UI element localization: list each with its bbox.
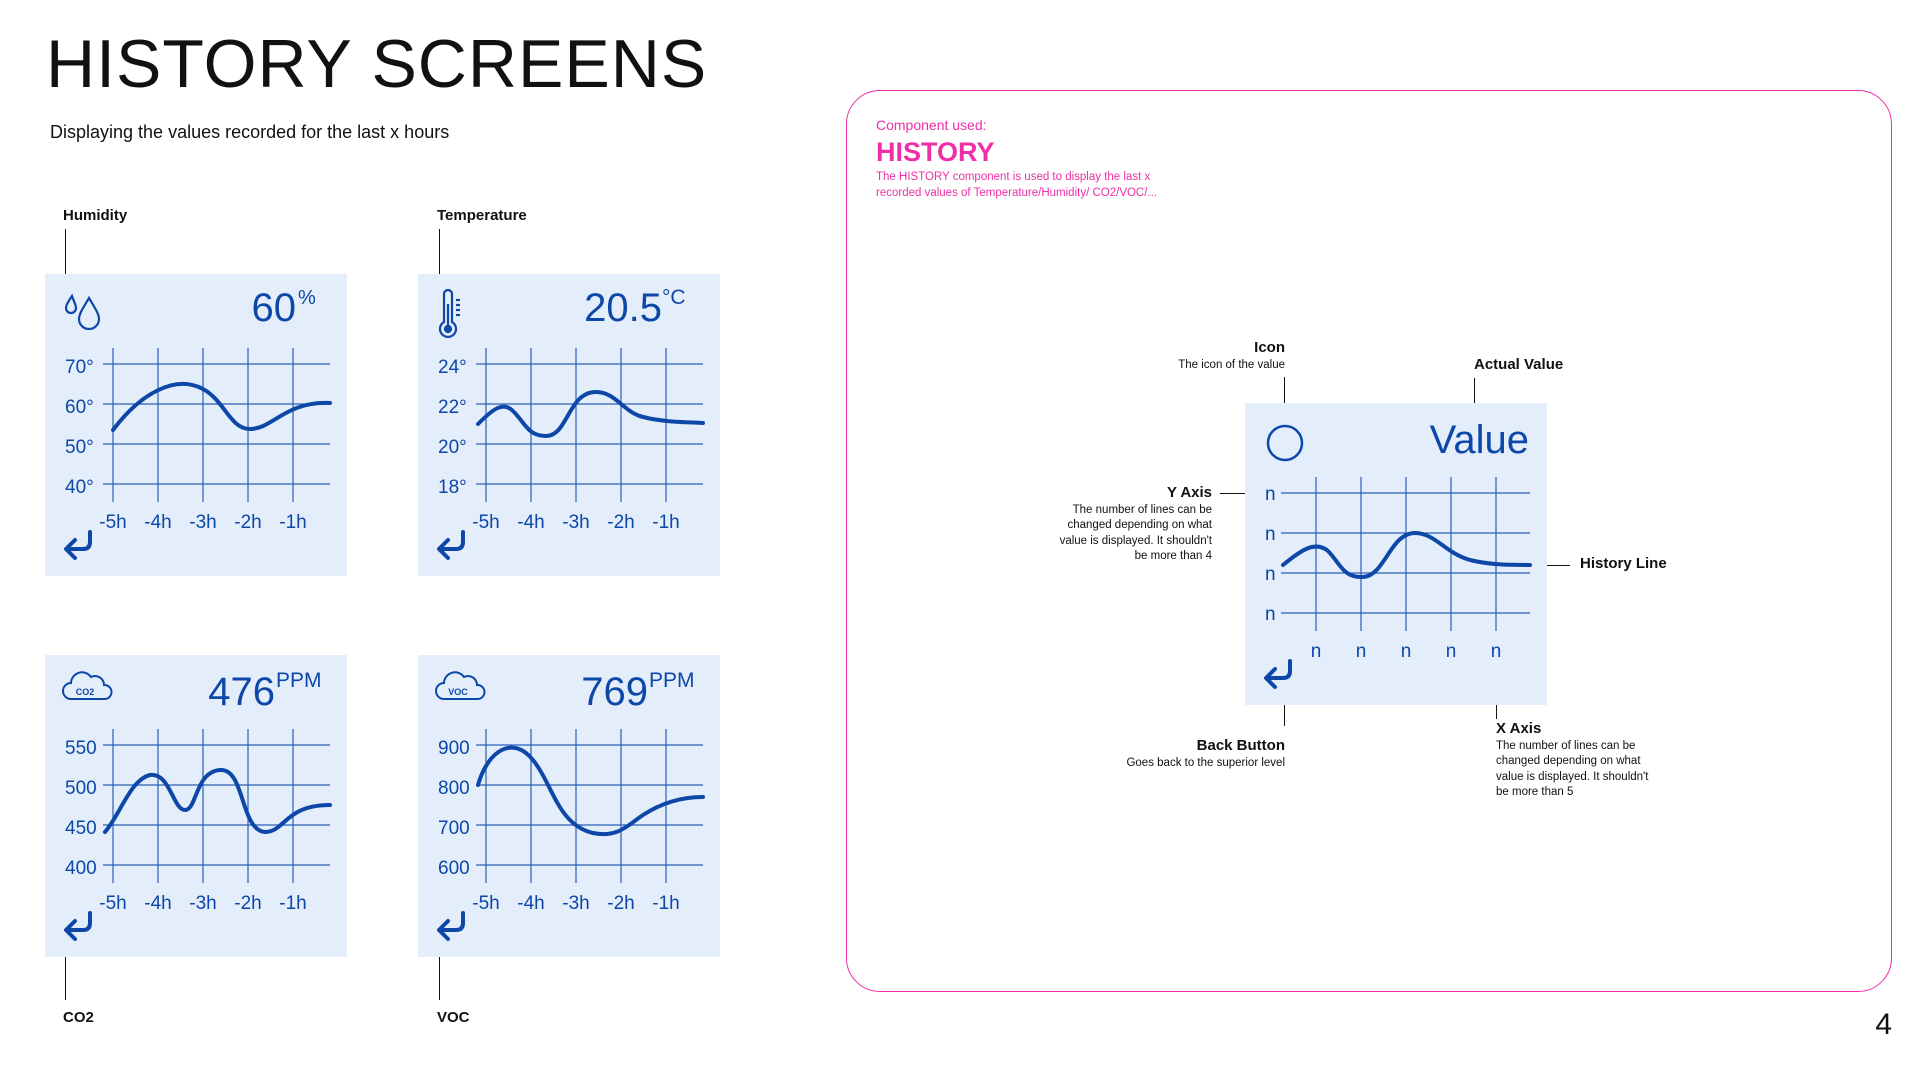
humidity-x-tick: -5h <box>99 512 127 533</box>
back-button-annotation-text: Goes back to the superior level <box>1126 757 1285 769</box>
temperature-label: Temperature <box>437 207 527 224</box>
svg-text:CO2: CO2 <box>75 687 95 697</box>
diagram-y-tick: n <box>1265 604 1276 625</box>
voc-grid <box>476 729 703 883</box>
co2-label: CO2 <box>63 1009 94 1026</box>
back-arrow-icon[interactable] <box>66 913 90 939</box>
temperature-unit: °C <box>662 286 686 309</box>
thermometer-icon <box>440 290 460 337</box>
y-axis-annotation-title: Y Axis <box>1166 484 1212 501</box>
back-arrow-icon[interactable] <box>439 913 463 939</box>
diagram-y-tick: n <box>1265 524 1276 545</box>
svg-text:VOC: VOC <box>448 687 468 697</box>
y-axis-annotation-text: The number of lines can be changed depending on what value is displayed. It shouldn't be more than 4 <box>1059 504 1212 562</box>
voc-y-tick: 900 <box>438 738 470 759</box>
humidity-x-tick: -2h <box>234 512 262 533</box>
diagram-y-tick: n <box>1265 564 1276 585</box>
humidity-x-tick: -4h <box>144 512 172 533</box>
page-subtitle: Displaying the values recorded for the last x hours <box>50 122 450 142</box>
humidity-x-tick: -3h <box>189 512 217 533</box>
voc-value: 769 <box>581 670 648 714</box>
co2-history-line <box>105 770 330 832</box>
co2-cloud-icon <box>63 672 112 699</box>
temperature-value: 20.5 <box>584 286 662 330</box>
diagram-x-tick: n <box>1490 641 1502 662</box>
diagram-x-tick: n <box>1400 641 1412 662</box>
voc-y-tick: 600 <box>438 858 470 879</box>
voc-x-tick: -4h <box>517 893 545 914</box>
generic-value-icon <box>1268 426 1302 460</box>
voc-cloud-icon <box>436 672 485 699</box>
history-component-diagram-card <box>1245 403 1547 705</box>
humidity-y-tick: 40° <box>65 477 94 498</box>
back-button-annotation-title: Back Button <box>1196 737 1285 754</box>
co2-grid <box>103 729 330 883</box>
x-axis-annotation-title: X Axis <box>1496 720 1542 737</box>
component-used-label: Component used: <box>876 117 987 133</box>
temperature-x-tick: -5h <box>472 512 500 533</box>
humidity-unit: % <box>298 287 316 309</box>
co2-x-tick: -1h <box>279 893 307 914</box>
voc-history-card <box>418 655 720 957</box>
voc-history-line <box>478 748 703 835</box>
voc-x-tick: -3h <box>562 893 590 914</box>
component-name: HISTORY <box>876 137 995 167</box>
diagram-x-tick: n <box>1310 641 1322 662</box>
voc-x-tick: -1h <box>652 893 680 914</box>
temperature-x-tick: -3h <box>562 512 590 533</box>
voc-x-tick: -2h <box>607 893 635 914</box>
humidity-y-tick: 70° <box>65 357 94 378</box>
diagram-y-tick: n <box>1265 484 1276 505</box>
humidity-droplets-icon <box>66 296 99 329</box>
x-axis-annotation-text: The number of lines can be changed depending on what value is displayed. It shouldn't be more than 5 <box>1496 740 1649 798</box>
humidity-y-tick: 50° <box>65 437 94 458</box>
humidity-history-card <box>45 274 347 576</box>
humidity-grid <box>103 348 330 502</box>
co2-x-tick: -3h <box>189 893 217 914</box>
temperature-x-tick: -2h <box>607 512 635 533</box>
back-arrow-icon[interactable] <box>66 532 90 558</box>
history-line-annotation-title: History Line <box>1580 555 1667 572</box>
co2-x-tick: -2h <box>234 893 262 914</box>
co2-y-tick: 550 <box>65 738 97 759</box>
component-description: The HISTORY component is used to display the last x recorded values of Temperature/Humidity/ CO2/VOC/... <box>876 171 1158 199</box>
back-arrow-icon[interactable] <box>1266 661 1290 687</box>
humidity-label: Humidity <box>63 207 128 224</box>
actual-value-annotation-title: Actual Value <box>1474 356 1564 373</box>
temperature-x-tick: -1h <box>652 512 680 533</box>
humidity-history-line <box>113 384 330 430</box>
co2-y-tick: 400 <box>65 858 97 879</box>
temperature-history-line <box>478 392 703 436</box>
co2-unit: PPM <box>276 669 322 692</box>
voc-y-tick: 800 <box>438 778 470 799</box>
icon-annotation-title: Icon <box>1254 339 1285 356</box>
co2-history-card <box>45 655 347 957</box>
icon-annotation-text: The icon of the value <box>1178 359 1285 371</box>
co2-y-tick: 500 <box>65 778 97 799</box>
back-arrow-icon[interactable] <box>439 532 463 558</box>
voc-x-tick: -5h <box>472 893 500 914</box>
humidity-value: 60 <box>251 286 296 330</box>
temperature-y-tick: 24° <box>438 357 467 378</box>
page-title: HISTORY SCREENS <box>46 26 708 102</box>
temperature-y-tick: 20° <box>438 437 467 458</box>
temperature-x-tick: -4h <box>517 512 545 533</box>
humidity-y-tick: 60° <box>65 397 94 418</box>
temperature-y-tick: 18° <box>438 477 467 498</box>
diagram-x-tick: n <box>1355 641 1367 662</box>
co2-y-tick: 450 <box>65 818 97 839</box>
humidity-x-tick: -1h <box>279 512 307 533</box>
voc-y-tick: 700 <box>438 818 470 839</box>
co2-x-tick: -4h <box>144 893 172 914</box>
voc-unit: PPM <box>649 669 695 692</box>
temperature-y-tick: 22° <box>438 397 467 418</box>
diagram-grid <box>1281 477 1530 631</box>
co2-x-tick: -5h <box>99 893 127 914</box>
diagram-value: Value <box>1429 418 1529 462</box>
temperature-history-card <box>418 274 720 576</box>
voc-label: VOC <box>437 1009 470 1026</box>
temperature-grid <box>476 348 703 502</box>
diagram-x-tick: n <box>1445 641 1457 662</box>
co2-value: 476 <box>208 670 275 714</box>
page-number: 4 <box>1875 1008 1892 1041</box>
